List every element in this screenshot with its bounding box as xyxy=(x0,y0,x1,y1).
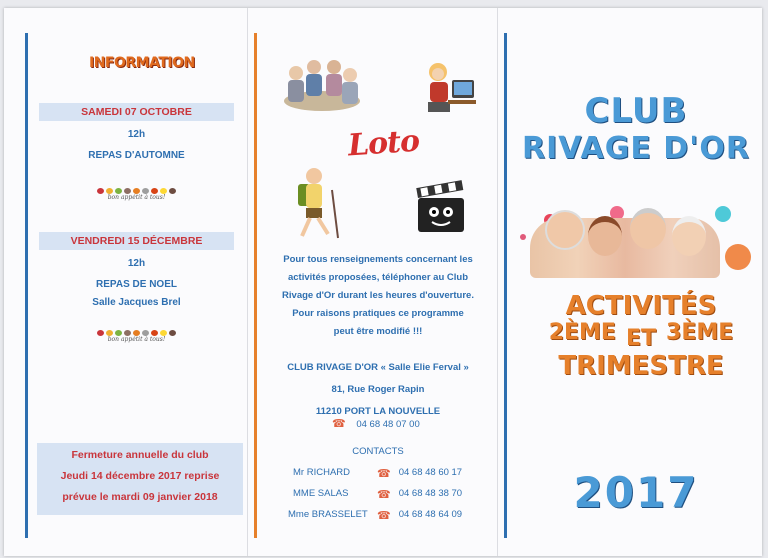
bon-appetit-text-1: bon appétit à tous! xyxy=(107,194,166,201)
bon-appetit-image-2 xyxy=(39,330,234,343)
club-phone: 04 68 48 07 00 xyxy=(356,419,420,430)
info-line3: Rivage d'Or durant les heures d'ouverture. xyxy=(282,290,474,301)
left-panel xyxy=(4,8,247,556)
phone-icon: ☎ xyxy=(377,489,391,501)
phone-icon: ☎ xyxy=(332,418,346,430)
contacts-title: CONTACTS xyxy=(352,446,404,457)
closing-line3: prévue le mardi 09 janvier 2018 xyxy=(62,491,218,503)
address-line3: 11210 PORT LA NOUVELLE xyxy=(315,406,441,417)
clapperboard-clipart xyxy=(414,180,470,236)
event2-time: 12h xyxy=(127,258,146,269)
left-blue-bar xyxy=(25,33,28,538)
event1-time: 12h xyxy=(127,129,146,140)
contact-phone: 04 68 48 38 70 xyxy=(398,488,463,499)
second-label: 2ÈME xyxy=(548,320,616,345)
year-label: 2017 xyxy=(573,468,699,517)
info-line2: activités proposées, téléphoner au Club xyxy=(287,272,469,283)
middle-orange-bar xyxy=(254,33,257,538)
info-block xyxy=(262,251,494,341)
contact-row xyxy=(293,488,462,501)
third-label: 3ÈME xyxy=(666,320,734,345)
right-panel xyxy=(498,8,762,556)
info-line5: peut être modifié !!! xyxy=(333,326,423,337)
address-block xyxy=(262,357,494,423)
closing-line1: Fermeture annuelle du club xyxy=(71,449,209,461)
seniors-group-clipart xyxy=(282,53,362,113)
address-line1: CLUB RIVAGE D'OR « Salle Elie Ferval » xyxy=(287,362,469,373)
phone-icon: ☎ xyxy=(377,468,391,480)
activities-title xyxy=(526,291,756,381)
bon-appetit-image-1 xyxy=(39,188,234,201)
and-label: ET xyxy=(625,326,657,351)
event2-place: Salle Jacques Brel xyxy=(92,297,181,308)
trimester-word: TRIMESTRE xyxy=(558,351,724,381)
club-phone-row xyxy=(332,417,420,430)
info-line4: Pour raisons pratiques ce programme xyxy=(292,308,464,319)
event2-date: VENDREDI 15 DÉCEMBRE xyxy=(39,232,234,250)
contact-phone: 04 68 48 60 17 xyxy=(398,467,463,478)
club-title-line1: CLUB xyxy=(584,91,688,131)
closing-notice xyxy=(37,443,243,515)
event2-name: REPAS DE NOEL xyxy=(96,279,177,290)
info-line1: Pour tous renseignements concernant les xyxy=(283,254,473,265)
hiker-clipart xyxy=(288,166,348,241)
event1-name: REPAS D'AUTOMNE xyxy=(88,150,185,161)
right-blue-bar xyxy=(504,33,507,538)
contact-phone: 04 68 48 64 09 xyxy=(398,509,463,520)
bon-appetit-text-2: bon appétit à tous! xyxy=(107,336,166,343)
event1-date: SAMEDI 07 OCTOBRE xyxy=(39,103,234,121)
activities-word: ACTIVITÉS xyxy=(565,291,717,321)
seniors-photo xyxy=(520,206,745,278)
contact-row xyxy=(293,467,462,480)
contact-name: Mme BRASSELET xyxy=(288,509,368,520)
phone-icon: ☎ xyxy=(377,510,391,522)
closing-line2: Jeudi 14 décembre 2017 reprise xyxy=(60,470,220,482)
club-title xyxy=(516,92,756,168)
address-line2: 81, Rue Roger Rapin xyxy=(331,384,425,395)
contact-name: Mr RICHARD xyxy=(293,467,350,478)
contact-name: MME SALAS xyxy=(293,488,349,499)
loto-logo: Loto xyxy=(346,123,421,164)
middle-panel xyxy=(248,8,497,556)
information-heading: INFORMATION xyxy=(89,55,195,71)
trimester-numbers xyxy=(526,321,756,351)
woman-computer-clipart xyxy=(418,58,478,118)
contact-row xyxy=(288,509,462,522)
club-title-line2: RIVAGE D'OR xyxy=(522,131,750,166)
